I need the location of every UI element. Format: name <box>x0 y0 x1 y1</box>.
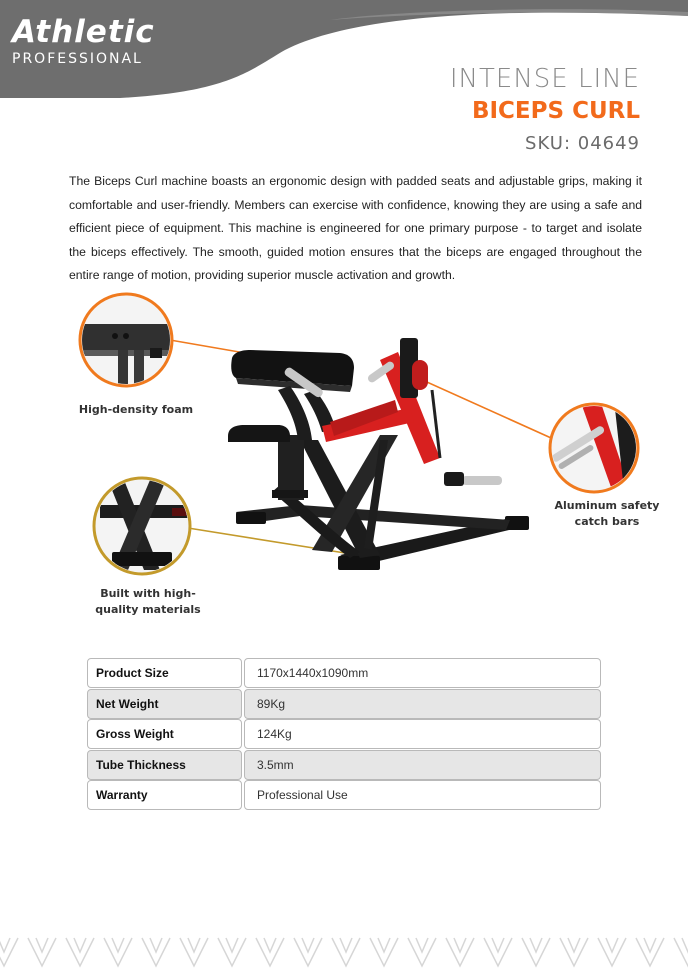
callout-foam-label: High-density foam <box>78 403 194 416</box>
spec-row-warranty <box>87 780 601 810</box>
spec-row-net-weight <box>87 689 601 719</box>
footer-chevron <box>256 938 284 966</box>
logo-wordmark: Athletic <box>12 14 155 50</box>
spec-label: Gross Weight <box>87 719 242 749</box>
spec-row-product-size <box>87 658 601 688</box>
spec-label: Net Weight <box>87 689 242 719</box>
brand-logo <box>12 14 155 67</box>
footer-chevron <box>218 938 246 966</box>
logo-subtitle: PROFESSIONAL <box>12 51 143 67</box>
footer-chevron <box>484 938 512 966</box>
spec-row-gross-weight <box>87 719 601 749</box>
footer-chevron <box>66 938 94 966</box>
footer-chevron <box>636 938 664 966</box>
spec-label: Warranty <box>87 780 242 810</box>
footer-chevron <box>294 938 322 966</box>
product-title: BICEPS CURL <box>471 98 640 124</box>
spec-row-tube-thickness <box>87 750 601 780</box>
footer-chevron <box>370 938 398 966</box>
footer-chevron <box>104 938 132 966</box>
footer-pattern <box>0 930 688 973</box>
footer-chevron <box>446 938 474 966</box>
footer-chevron <box>332 938 360 966</box>
specs-table <box>87 658 601 811</box>
callout-materials-label: Built with high- quality materials <box>95 587 201 616</box>
footer-chevron <box>674 938 688 966</box>
spec-label: Tube Thickness <box>87 750 242 780</box>
spec-value: 1170x1440x1090mm <box>244 658 601 688</box>
callout-circle-aluminum <box>550 400 640 492</box>
callout-circle-materials <box>94 478 190 574</box>
footer-chevron <box>522 938 550 966</box>
product-description: The Biceps Curl machine boasts an ergonomic design with padded seats and adjustable grips, making it comfortable and user-friendly. Members can exercise with confidence, knowing they are using a safe and efficient piece of equipment. This machine is engineered for one primary purpose - to target and isolate the biceps effectively. The smooth, guided motion ensures that the biceps are engaged throughout the entire range of motion, providing superior muscle activation and growth. <box>69 174 642 283</box>
spec-value: 124Kg <box>244 719 601 749</box>
footer-chevron <box>28 938 56 966</box>
footer-chevron <box>560 938 588 966</box>
footer-chevron <box>408 938 436 966</box>
spec-label: Product Size <box>87 658 242 688</box>
callout-line-foam <box>170 340 245 353</box>
product-line: INTENSE LINE <box>449 64 640 94</box>
callout-line-aluminum <box>418 378 560 442</box>
footer-chevron <box>0 938 18 966</box>
spec-value: 3.5mm <box>244 750 601 780</box>
footer-chevron <box>142 938 170 966</box>
footer-chevron <box>598 938 626 966</box>
product-illustration <box>0 290 688 630</box>
footer-chevron <box>180 938 208 966</box>
spec-value: 89Kg <box>244 689 601 719</box>
callout-aluminum-label: Aluminum safety catch bars <box>554 499 660 528</box>
spec-value: Professional Use <box>244 780 601 810</box>
callout-circle-foam <box>78 294 178 400</box>
product-sku: SKU: 04649 <box>525 133 640 154</box>
